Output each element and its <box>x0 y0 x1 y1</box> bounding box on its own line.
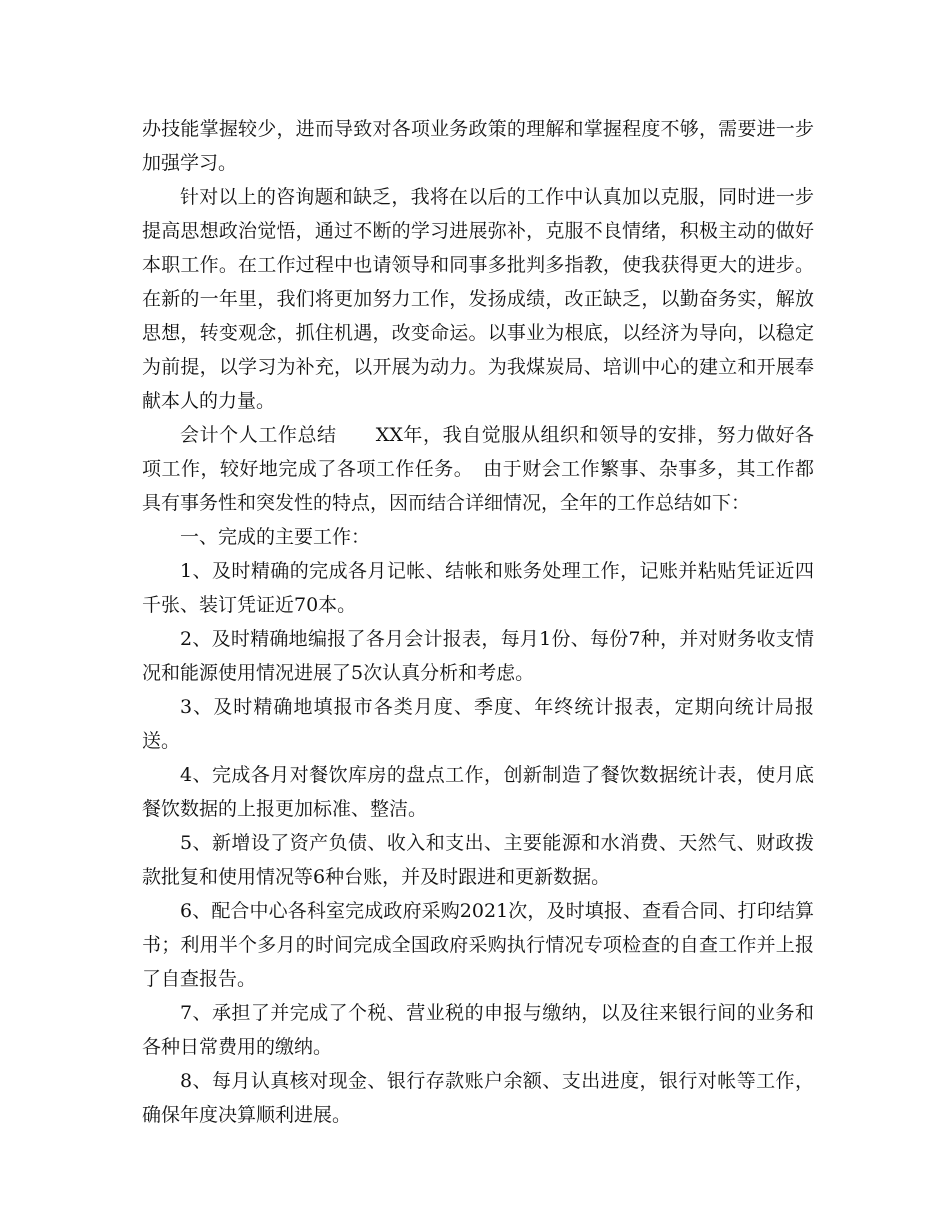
paragraph-improvement-plan: 针对以上的咨询题和缺乏，我将在以后的工作中认真加以克服，同时进一步提高思想政治觉悟，通过不断的学习进展弥补，克服不良情绪，积极主动的做好本职工作。在工作过程中也请领导和同事多批判多指教，使我获得更大的进步。在新的一年里，我们将更加努力工作，发扬成绩，改正缺乏，以勤奋务实，解放思想，转变观念，抓住机遇，改变命运。以事业为根底，以经济为导向，以稳定为前提，以学习为补充，以开展为动力。为我煤炭局、培训中心的建立和开展奉献本人的力量。 <box>142 186 814 412</box>
paragraph-continuation: 办技能掌握较少，进而导致对各项业务政策的理解和掌握程度不够，需要进一步加强学习。 <box>142 118 814 174</box>
paragraph-summary-intro: 会计个人工作总结 XX年，我自觉服从组织和领导的安排，努力做好各项工作，较好地完成了各项工作任务。 由于财会工作繁事、杂事多，其工作都具有事务性和突发性的特点，因而结合详细情况，全年的工作总结如下： <box>142 424 814 514</box>
list-item-3: 3、及时精确地填报市各类月度、季度、年终统计报表，定期向统计局报送。 <box>142 696 814 752</box>
list-item-7: 7、承担了并完成了个税、营业税的申报与缴纳，以及往来银行间的业务和各种日常费用的缴纳。 <box>142 1002 814 1058</box>
section-heading-main-work: 一、完成的主要工作： <box>180 526 371 548</box>
document-body <box>142 112 814 1132</box>
list-item-5: 5、新增设了资产负债、收入和支出、主要能源和水消费、天然气、财政拨款批复和使用情况等6种台账，并及时跟进和更新数据。 <box>142 832 814 888</box>
list-item-1: 1、及时精确的完成各月记帐、结帐和账务处理工作，记账并粘贴凭证近四千张、装订凭证近70本。 <box>142 560 814 616</box>
list-item-8: 8、每月认真核对现金、银行存款账户余额、支出进度，银行对帐等工作，确保年度决算顺利进展。 <box>142 1070 814 1126</box>
list-item-2: 2、及时精确地编报了各月会计报表，每月1份、每份7种，并对财务收支情况和能源使用情况进展了5次认真分析和考虑。 <box>142 628 814 684</box>
list-item-6: 6、配合中心各科室完成政府采购2021次，及时填报、查看合同、打印结算书；利用半个多月的时间完成全国政府采购执行情况专项检查的自查工作并上报了自查报告。 <box>142 900 814 990</box>
list-item-4: 4、完成各月对餐饮库房的盘点工作，创新制造了餐饮数据统计表，使月底餐饮数据的上报更加标准、整洁。 <box>142 764 814 820</box>
